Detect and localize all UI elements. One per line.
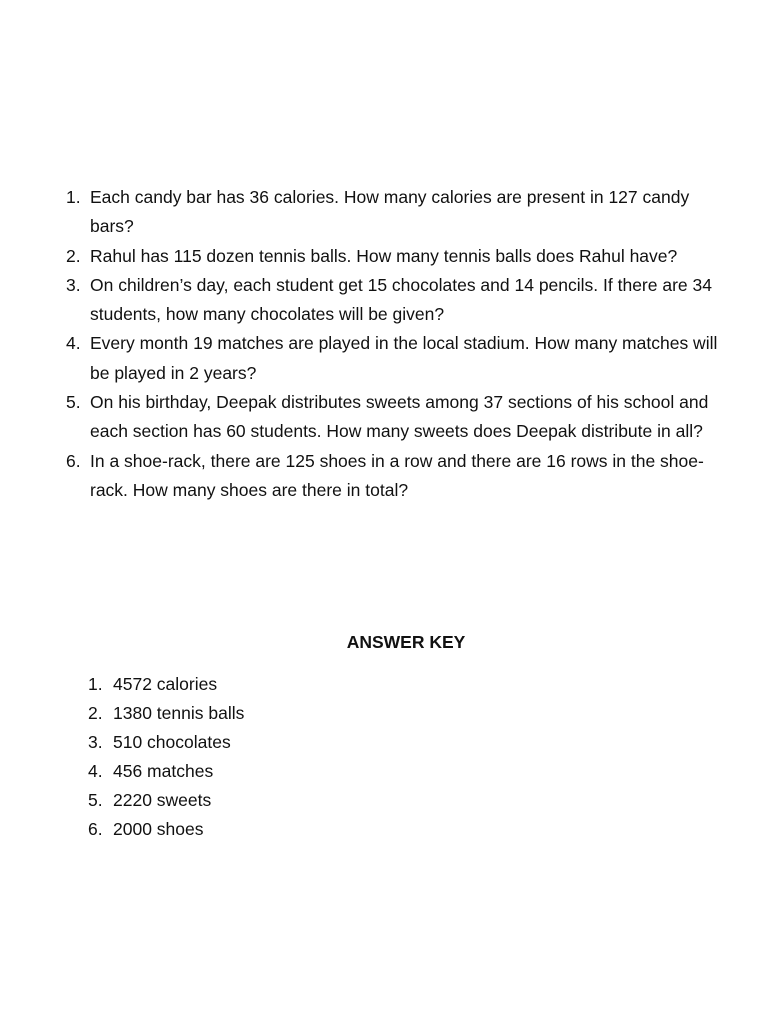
answer-number: 2.: [88, 703, 103, 723]
answer-text: 2220 sweets: [113, 790, 212, 810]
question-list: [62, 183, 722, 505]
question-text: Each candy bar has 36 calories. How many calories are present in 127 candy bars?: [90, 187, 690, 237]
answer-item: [88, 815, 244, 844]
question-text: On his birthday, Deepak distributes sweets among 37 sections of his school and each section has 60 students. How many sweets does Deepak distribute in all?: [90, 392, 709, 442]
answer-item: [88, 728, 244, 757]
question-item: [62, 271, 722, 330]
question-text: Every month 19 matches are played in the local stadium. How many matches will be played in 2 years?: [90, 333, 718, 383]
question-number: 5.: [66, 392, 81, 413]
answer-text: 510 chocolates: [113, 732, 231, 752]
question-number: 3.: [66, 274, 81, 295]
answer-number: 3.: [88, 732, 103, 752]
question-item: [62, 388, 722, 447]
question-item: [62, 329, 722, 388]
answer-number: 6.: [88, 819, 103, 839]
question-text: On children’s day, each student get 15 chocolates and 14 pencils. If there are 34 students, how many chocolates will be given?: [90, 274, 712, 325]
question-number: 6.: [66, 450, 81, 471]
answer-list: [88, 670, 244, 844]
question-number: 4.: [66, 333, 81, 354]
answer-number: 4.: [88, 761, 103, 781]
question-number: 2.: [66, 245, 81, 266]
question-item: [62, 242, 722, 271]
answer-number: 1.: [88, 674, 103, 694]
question-number: 1.: [66, 187, 81, 207]
answer-text: 2000 shoes: [113, 819, 204, 839]
answer-item: [88, 757, 244, 786]
answer-text: 1380 tennis balls: [113, 703, 245, 723]
answer-text: 456 matches: [113, 761, 214, 781]
answer-item: [88, 699, 244, 728]
question-text: Rahul has 115 dozen tennis balls. How many tennis balls does Rahul have?: [90, 245, 678, 266]
answer-item: [88, 670, 244, 699]
answer-text: 4572 calories: [113, 674, 218, 694]
answer-key-title: ANSWER KEY: [346, 632, 466, 652]
answer-item: [88, 786, 244, 815]
question-item: [62, 183, 722, 242]
answer-number: 5.: [88, 790, 103, 810]
question-text: In a shoe-rack, there are 125 shoes in a row and there are 16 rows in the shoe-rack. How many shoes are there in total?: [90, 450, 704, 500]
question-item: [62, 447, 722, 506]
